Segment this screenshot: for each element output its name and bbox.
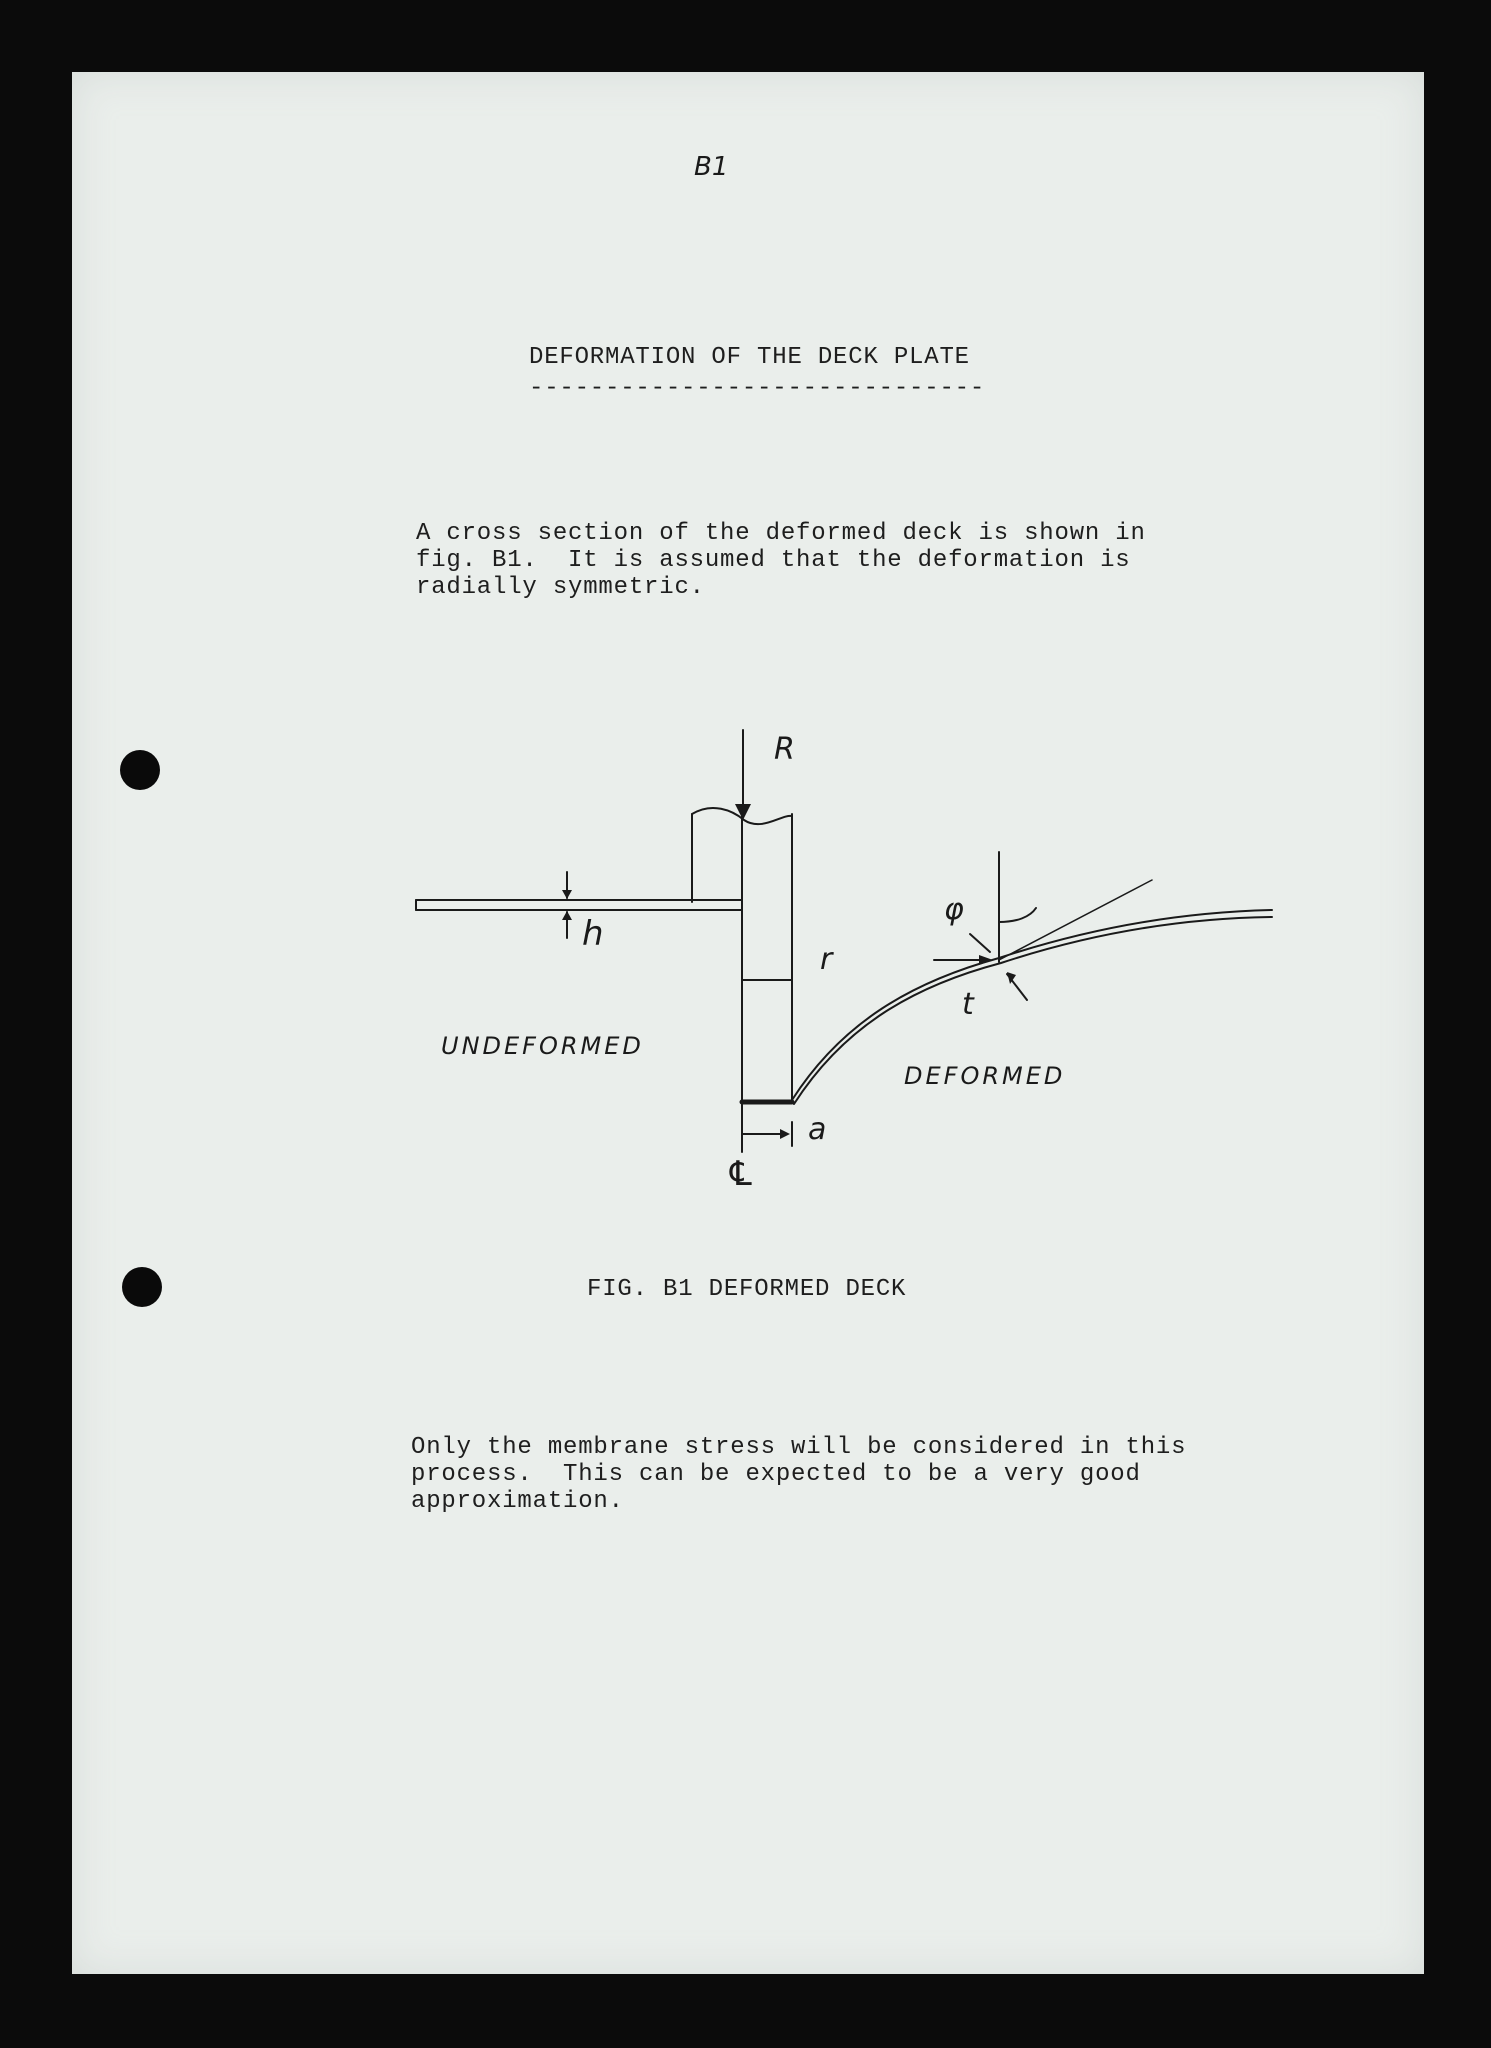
title-underline: ------------------------------	[529, 375, 986, 402]
t-arrowhead	[1007, 972, 1016, 984]
label-undeformed: UNDEFORMED	[441, 1032, 644, 1060]
page-marker: B1	[694, 152, 729, 182]
paragraph-intro-line: radially symmetric.	[416, 574, 705, 601]
label-inner-radius-a: a	[808, 1112, 827, 1147]
paragraph-conclusion-line: approximation.	[411, 1488, 624, 1515]
label-centerline: ℄	[730, 1154, 752, 1194]
page-title: DEFORMATION OF THE DECK PLATE	[529, 344, 970, 371]
a-arrowhead	[780, 1129, 790, 1139]
paragraph-conclusion-line: process. This can be expected to be a very good	[411, 1461, 1141, 1488]
paragraph-intro-line: fig. B1. It is assumed that the deformation is	[416, 547, 1131, 574]
tangent-line	[999, 880, 1152, 960]
label-tangent-t: t	[962, 987, 974, 1022]
label-deformed: DEFORMED	[904, 1062, 1066, 1090]
paragraph-intro-line: A cross section of the deformed deck is shown in	[416, 520, 1146, 547]
h-arrowhead-bottom	[562, 911, 572, 920]
deformed-deck-figure	[72, 72, 1424, 1974]
label-angle-phi: φ	[944, 892, 964, 927]
paragraph-conclusion-line: Only the membrane stress will be considered in this	[411, 1434, 1187, 1461]
label-radius-r: r	[820, 942, 833, 977]
figure-caption: FIG. B1 DEFORMED DECK	[587, 1276, 907, 1303]
radius-arrowhead	[979, 955, 993, 965]
t-arrow-top	[970, 934, 990, 952]
paragraph-conclusion	[411, 1434, 1186, 1515]
document-page	[72, 72, 1424, 1974]
h-arrowhead-top	[562, 890, 572, 899]
label-thickness-h: h	[582, 914, 604, 954]
angle-arc	[999, 908, 1036, 922]
label-load-r: R	[774, 732, 795, 767]
